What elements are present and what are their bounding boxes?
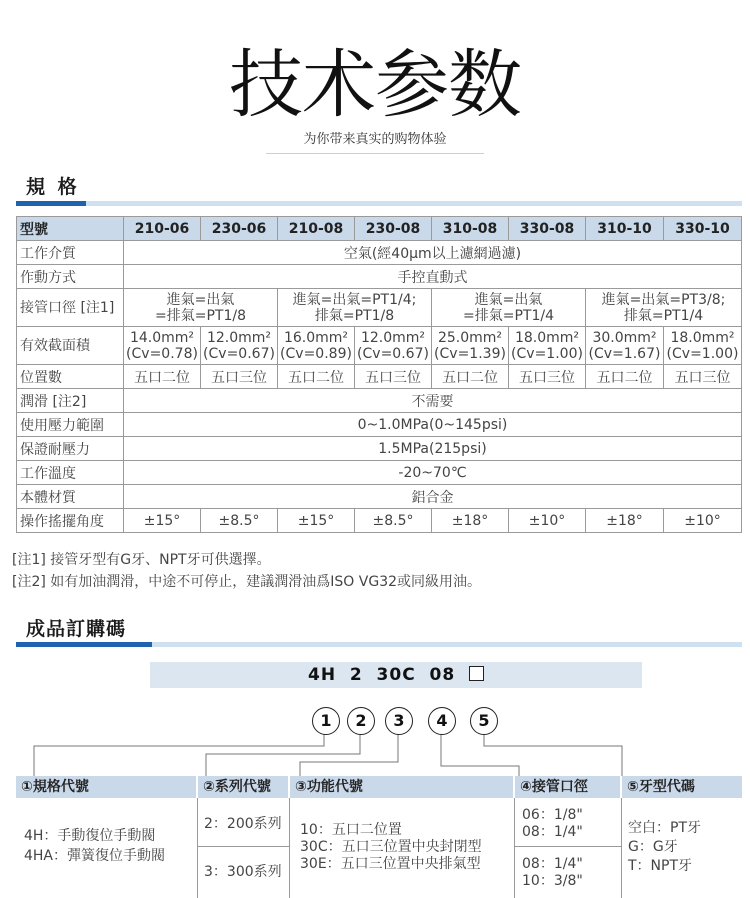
row-label: 位置數 [17,365,124,389]
spec-code-4ha: 4HA：彈簧復位手動閥 [24,848,166,864]
col-header: 230-06 [201,217,278,241]
order-header-spec: ①規格代號 [16,776,196,798]
col-header: 330-08 [509,217,586,241]
code-index-circle: 4 [428,707,456,735]
series-code-200: 2：200系列 [204,816,282,832]
area-value: 25.0mm² [437,329,503,346]
row-label: 操作搖擺角度 [17,509,124,533]
cv-value: (Cv=1.39) [434,345,506,362]
port-line: 進氣=出氣=PT3/8; [601,291,726,308]
col-header: 310-10 [586,217,664,241]
order-header-port: ④接管口徑 [515,776,620,798]
port-code: 06：1/8" [522,807,583,823]
cv-value: (Cv=0.89) [280,345,352,362]
order-heading: 成品訂購碼 [26,618,127,640]
position-value: 五口二位 [278,365,355,389]
thread-code-g: G：G牙 [628,839,678,855]
port-line: 進氣=出氣=PT1/4; [292,291,417,308]
temperature-value: -20~70℃ [124,461,742,485]
cv-value: (Cv=1.00) [511,345,583,362]
note-1: [注1] 接管牙型有G牙、NPT牙可供選擇。 [12,552,271,568]
angle-value: ±10° [509,509,586,533]
port-line: 排氣=PT1/4 [623,307,704,324]
cv-value: (Cv=0.67) [357,345,429,362]
col-header: 型號 [17,217,124,241]
area-value: 18.0mm² [514,329,580,346]
row-label: 工作溫度 [17,461,124,485]
order-code: 4H 2 30C 08 [307,665,456,685]
position-value: 五口三位 [509,365,586,389]
note-2: [注2] 如有加油潤滑，中途不可停止，建議潤滑油爲ISO VG32或同級用油。 [12,574,482,590]
cv-value: (Cv=1.67) [588,345,661,362]
cv-value: (Cv=0.78) [126,345,198,362]
port-code: 08：1/4" [522,856,583,872]
row-label: 保證耐壓力 [17,437,124,461]
proof-pressure-value: 1.5MPa(215psi) [124,437,742,461]
col-header: 210-08 [278,217,355,241]
position-value: 五口二位 [586,365,664,389]
area-value: 12.0mm² [206,329,272,346]
spec-heading: 規 格 [26,176,80,198]
angle-value: ±18° [432,509,509,533]
position-value: 五口三位 [355,365,432,389]
divider [289,798,290,898]
angle-value: ±18° [586,509,664,533]
order-header-series: ②系列代號 [198,776,288,798]
divider [514,846,621,847]
area-value: 16.0mm² [283,329,349,346]
port-line: =排氣=PT1/8 [155,307,246,324]
function-code-30c: 30C：五口三位置中央封閉型 [300,839,482,855]
col-header: 230-08 [355,217,432,241]
code-index-circle: 1 [312,707,340,735]
series-code-300: 3：300系列 [204,864,282,880]
col-header: 210-06 [124,217,201,241]
angle-value: ±15° [124,509,201,533]
col-header: 310-08 [432,217,509,241]
thread-code-pt: 空白：PT牙 [628,820,701,836]
row-label: 本體材質 [17,485,124,509]
pressure-range-value: 0~1.0MPa(0~145psi) [124,413,742,437]
divider [621,798,622,898]
divider [197,846,289,847]
port-line: 進氣=出氣 [474,291,543,308]
col-header: 330-10 [664,217,742,241]
divider [514,798,515,898]
area-value: 18.0mm² [670,329,735,346]
row-label: 工作介質 [17,241,124,265]
port-line: 進氣=出氣 [166,291,235,308]
order-header-thread: ⑤牙型代碼 [622,776,742,798]
page-subtitle: 为你带来真实的购物体验 [303,132,447,147]
area-value: 30.0mm² [592,329,657,346]
code-index-circle: 5 [470,707,498,735]
row-label: 有效截面積 [17,327,124,365]
port-code: 08：1/4" [522,824,583,840]
row-label: 潤滑 [注2] [17,389,124,413]
row-label: 作動方式 [17,265,124,289]
port-line: =排氣=PT1/4 [463,307,554,324]
position-value: 五口三位 [201,365,278,389]
function-code-10: 10：五口二位置 [300,822,402,838]
cv-value: (Cv=1.00) [666,345,739,362]
position-value: 五口二位 [432,365,509,389]
cv-value: (Cv=0.67) [203,345,275,362]
row-label: 接管口徑 [注1] [17,289,124,327]
area-value: 14.0mm² [129,329,195,346]
code-index-circle: 2 [347,707,375,735]
medium-value: 空氣(經40μm以上濾網過濾) [124,241,742,265]
page-title: 技术参数 [229,42,521,128]
spec-code-4h: 4H：手動復位手動閥 [24,828,156,844]
material-value: 鋁合金 [124,485,742,509]
order-header-function: ③功能代號 [290,776,513,798]
port-code: 10：3/8" [522,873,583,889]
function-code-30e: 30E：五口三位置中央排氣型 [300,856,481,872]
port-line: 排氣=PT1/8 [314,307,395,324]
angle-value: ±15° [278,509,355,533]
position-value: 五口二位 [124,365,201,389]
angle-value: ±8.5° [355,509,432,533]
code-index-circle: 3 [385,707,413,735]
row-label: 使用壓力範圍 [17,413,124,437]
angle-value: ±8.5° [201,509,278,533]
angle-value: ±10° [664,509,742,533]
position-value: 五口三位 [664,365,742,389]
actuation-value: 手控直動式 [124,265,742,289]
lubrication-value: 不需要 [124,389,742,413]
thread-code-npt: T：NPT牙 [628,858,693,874]
area-value: 12.0mm² [360,329,426,346]
divider [197,798,198,898]
